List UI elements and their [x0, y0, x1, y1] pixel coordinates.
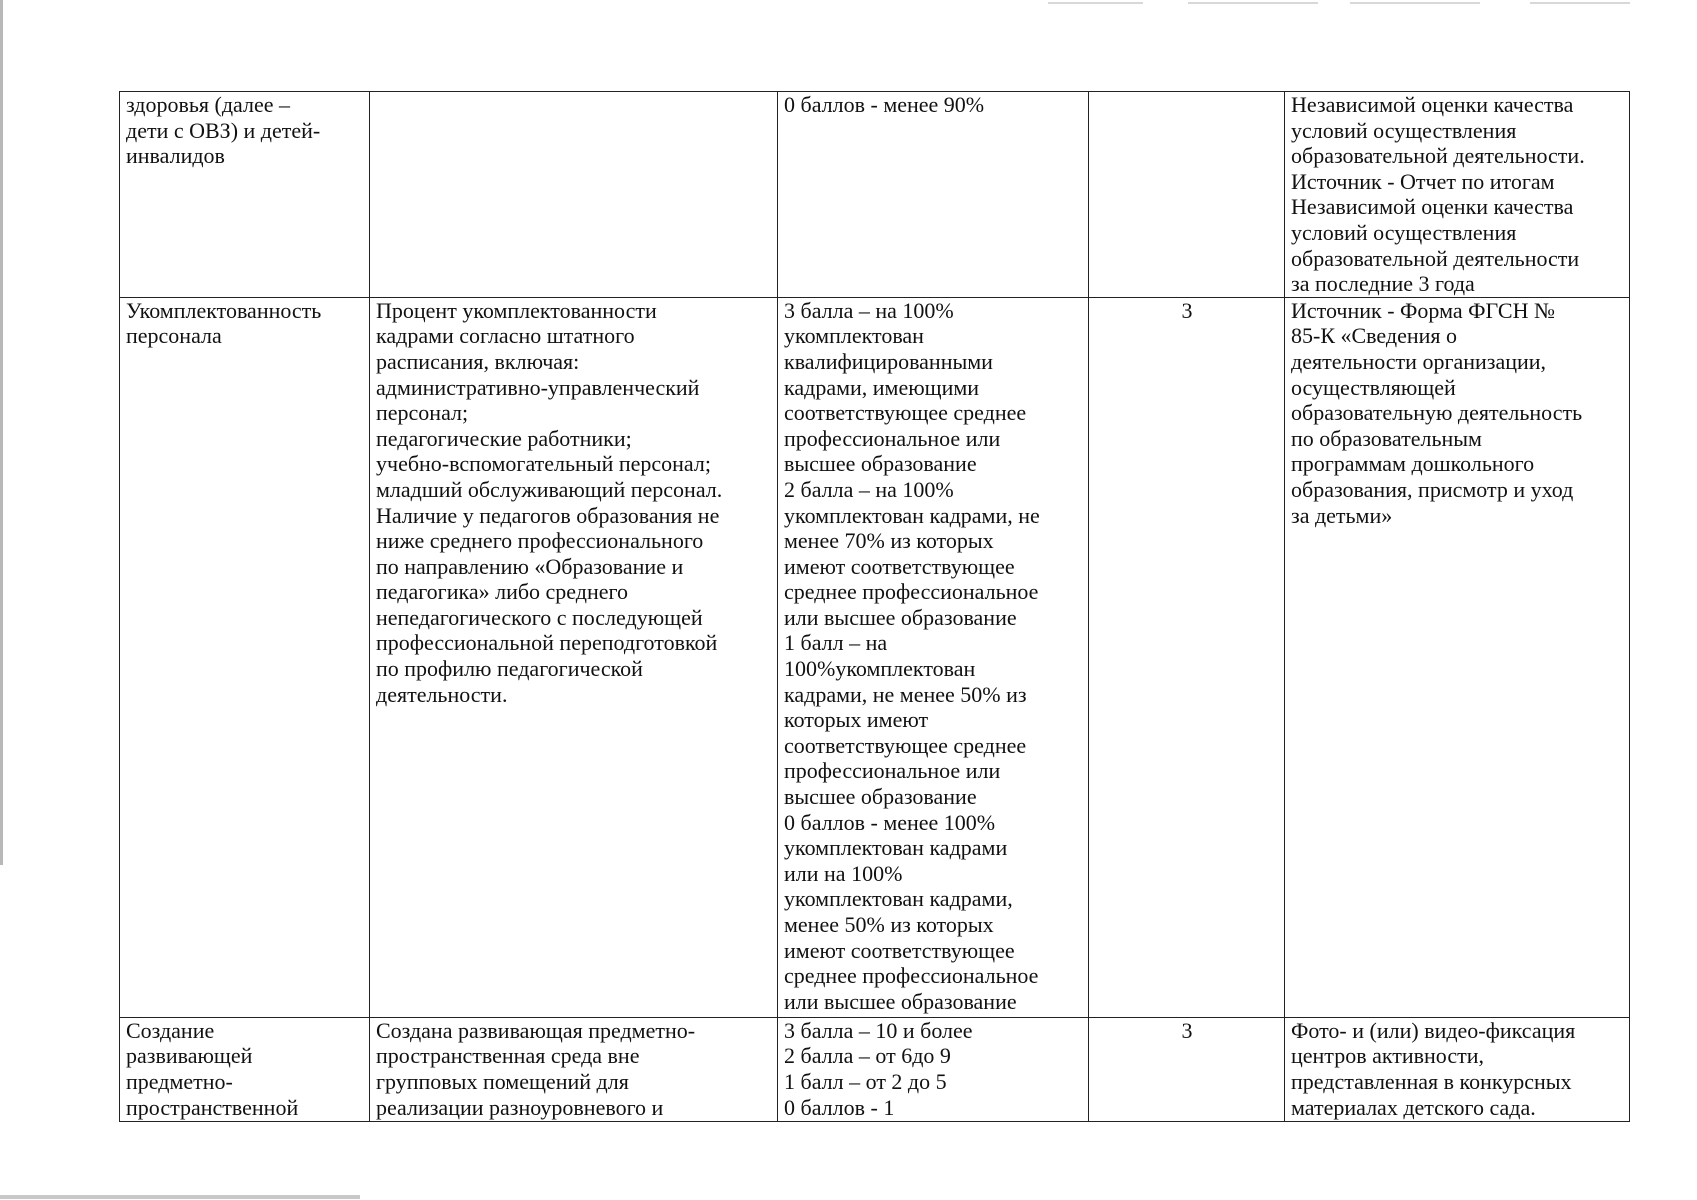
scan-mark	[1350, 2, 1480, 4]
criteria-table	[119, 91, 1630, 1122]
scan-mark	[1530, 2, 1630, 4]
source-cell: Источник - Форма ФГСН № 85-К «Сведения о деятельности организации, осуществляющей образовательную деятельность по образовательным программам дошкольного образования, присмотр и уход за детьми»	[1285, 297, 1630, 1017]
scan-edge-left	[0, 0, 3, 865]
score-cell	[1089, 92, 1285, 298]
source-cell: Независимой оценки качества условий осуществления образовательной деятельности. Источник - Отчет по итогам Независимой оценки качества условий осуществления образовательной деятельности за последние 3 года	[1285, 92, 1630, 298]
table-row	[120, 1017, 1630, 1121]
indicator-cell: Укомплектованность персонала	[120, 297, 370, 1017]
description-cell: Создана развивающая предметно- пространственная среда вне групповых помещений для реализации разноуровневого и	[370, 1017, 778, 1121]
table-row	[120, 297, 1630, 1017]
criteria-cell: 3 балла – 10 и более 2 балла – от 6до 9 1 балл – от 2 до 5 0 баллов - 1	[778, 1017, 1089, 1121]
scan-mark	[1048, 2, 1143, 4]
score-cell: 3	[1089, 297, 1285, 1017]
description-cell: Процент укомплектованности кадрами согласно штатного расписания, включая: административно-управленческий персонал; педагогические работники; учебно-вспомогательный персонал; младший обслуживающий персонал. Наличие у педагогов образования не ниже среднего профессионального по направлению «Образование и педагогика» либо среднего непедагогического с последующей профессиональной переподготовкой по профилю педагогической деятельности.	[370, 297, 778, 1017]
indicator-cell: здоровья (далее – дети с ОВЗ) и детей- инвалидов	[120, 92, 370, 298]
indicator-cell: Создание развивающей предметно- пространственной	[120, 1017, 370, 1121]
description-cell	[370, 92, 778, 298]
score-cell: 3	[1089, 1017, 1285, 1121]
criteria-cell: 3 балла – на 100% укомплектован квалифицированными кадрами, имеющими соответствующее среднее профессиональное или высшее образование 2 балла – на 100% укомплектован кадрами, не менее 70% из которых имеют соответствующее среднее профессиональное или высшее образование 1 балл – на 100%укомплектован кадрами, не менее 50% из которых имеют соответствующее среднее профессиональное или высшее образование 0 баллов - менее 100% укомплектован кадрами или на 100% укомплектован кадрами, менее 50% из которых имеют соответствующее среднее профессиональное или высшее образование	[778, 297, 1089, 1017]
table-row	[120, 92, 1630, 298]
scan-mark	[1188, 2, 1318, 4]
criteria-cell: 0 баллов - менее 90%	[778, 92, 1089, 298]
scan-edge-bottom	[0, 1195, 360, 1199]
source-cell: Фото- и (или) видео-фиксация центров активности, представленная в конкурсных материалах детского сада.	[1285, 1017, 1630, 1121]
